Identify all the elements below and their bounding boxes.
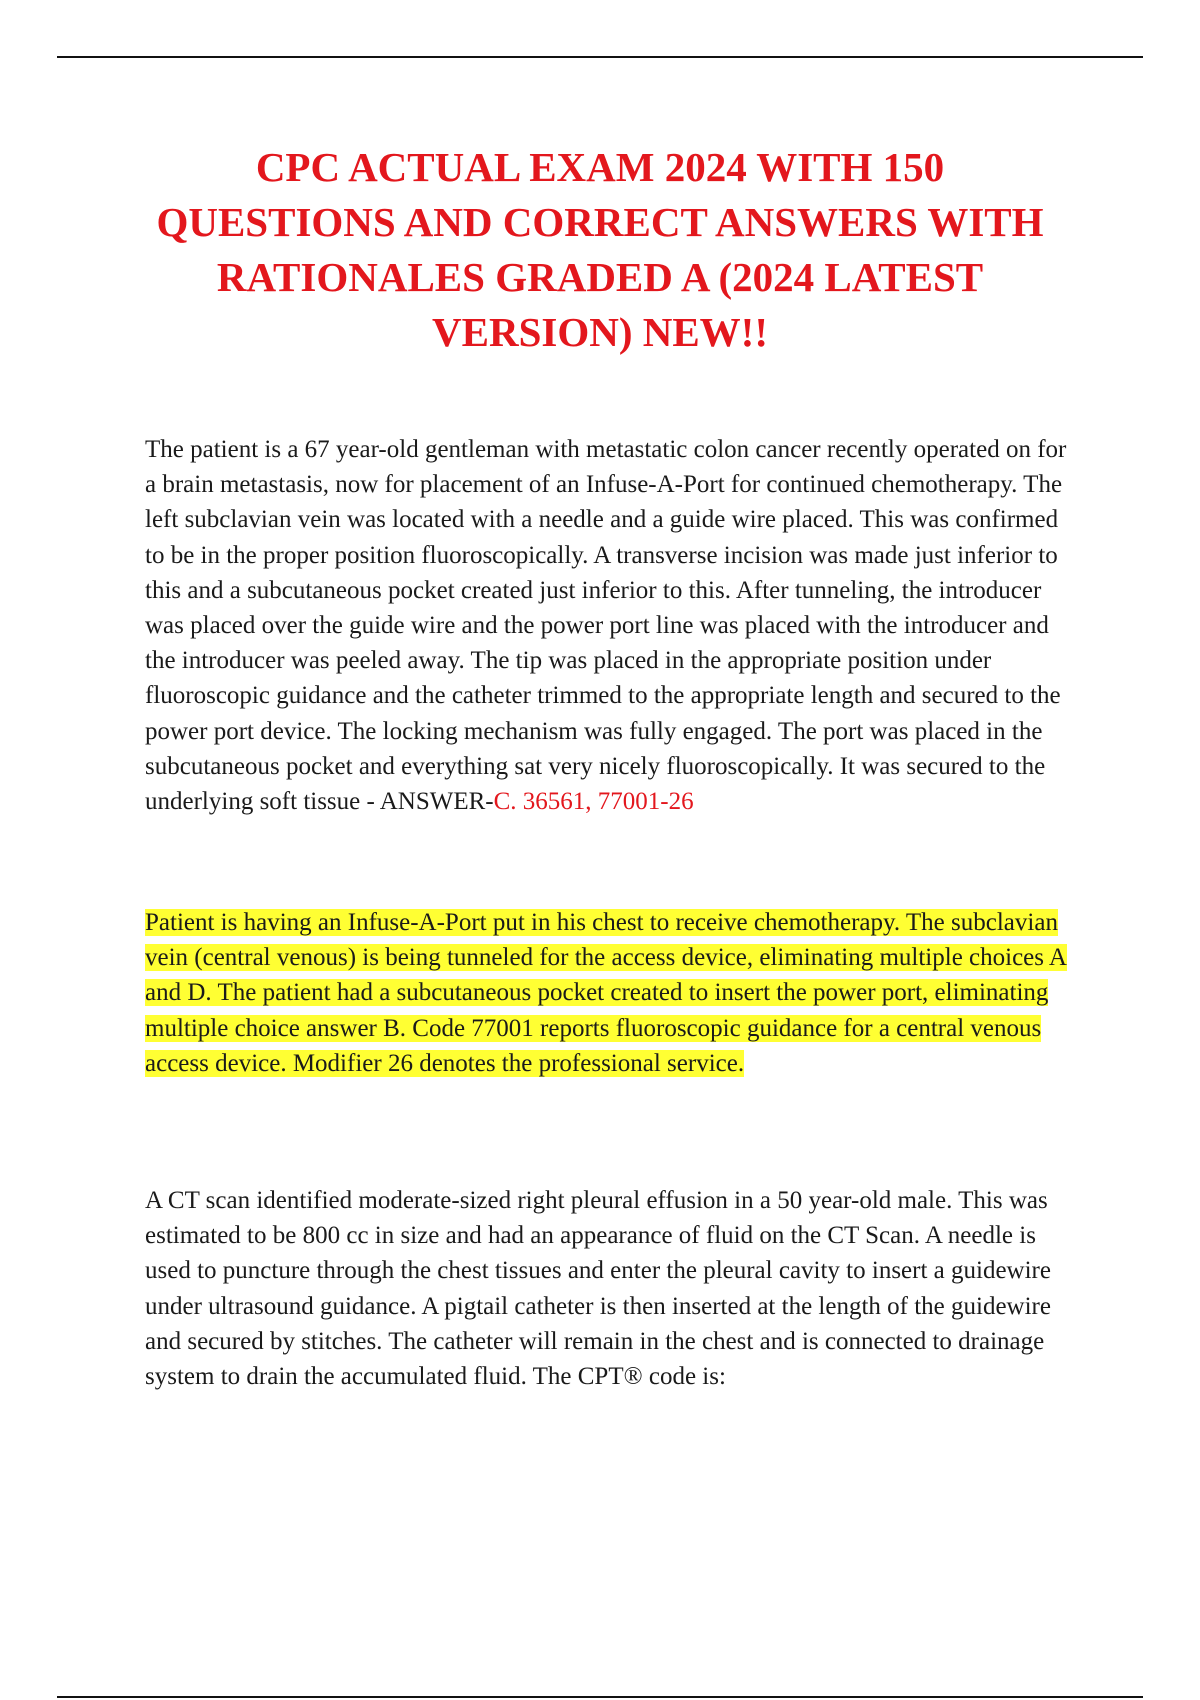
answer-code: C. 36561, 77001-26 <box>493 788 694 816</box>
rationale-block <box>145 905 1105 1081</box>
question-2 <box>145 1183 1080 1394</box>
rationale-highlight: Patient is having an Infuse-A-Port put in his chest to receive chemotherapy. The subclavian vein (central venous) is being tunneled for the access device, eliminating multiple choices A and D. The patient had a subcutaneous pocket created to insert the power port, eliminating multiple choice answer B. Code 77001 reports fluoroscopic guidance for a central venous access device. Modifier 26 denotes the professional service. <box>145 909 1067 1077</box>
document-title: CPC ACTUAL EXAM 2024 WITH 150 QUESTIONS AND CORRECT ANSWERS WITH RATIONALES GRADED A (2024 LATEST VERSION) NEW!! <box>156 144 1044 355</box>
question-2-text: A CT scan identified moderate-sized right pleural effusion in a 50 year-old male. This was estimated to be 800 cc in size and had an appearance of fluid on the CT Scan. A needle is used to puncture through the chest tissues and enter the pleural cavity to insert a guidewire under ultrasound guidance. A pigtail catheter is then inserted at the length of the guidewire and secured by stitches. The catheter will remain in the chest and is connected to drainage system to drain the accumulated fluid. The CPT® code is: <box>145 1187 1051 1391</box>
question-1-text: The patient is a 67 year-old gentleman with metastatic colon cancer recently operated on for a brain metastasis, now for placement of an Infuse-A-Port for continued chemotherapy. The left subclavian vein was located with a needle and a guide wire placed. This was confirmed to be in the proper position fluoroscopically. A transverse incision was made just inferior to this and a subcutaneous pocket created just inferior to this. After tunneling, the introducer was placed over the guide wire and the power port line was placed with the introducer and the introducer was peeled away. The tip was placed in the appropriate position under fluoroscopic guidance and the catheter trimmed to the appropriate length and secured to the power port device. The locking mechanism was fully engaged. The port was placed in the subcutaneous pocket and everything sat very nicely fluoroscopically. It was secured to the underlying soft tissue - <box>145 436 1067 816</box>
question-1 <box>145 432 1080 819</box>
answer-label: ANSWER- <box>379 788 494 816</box>
top-divider <box>57 56 1143 58</box>
bottom-divider <box>57 1696 1143 1698</box>
